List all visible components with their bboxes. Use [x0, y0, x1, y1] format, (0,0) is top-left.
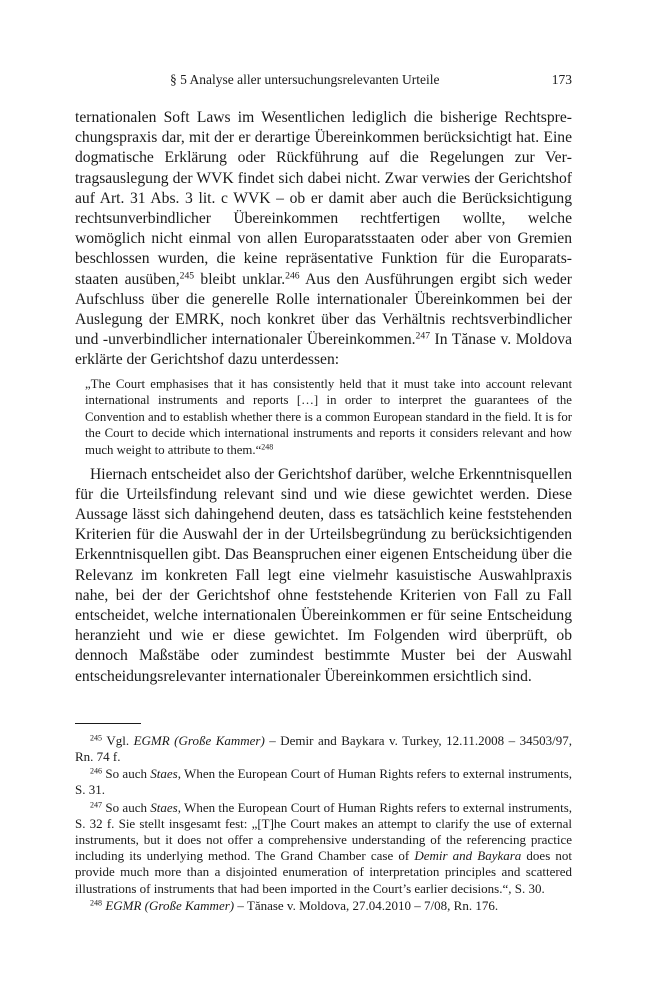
paragraph-1 — [75, 108, 572, 371]
running-title: § 5 Analyse aller untersuchungsrelevanten Urteile — [170, 72, 440, 87]
running-header — [75, 72, 572, 94]
footnote-number: 246 — [90, 766, 103, 776]
footnote-text: – Demir and Baykara v. Turkey, 12.11.2008 – 34503/97, Rn. 74 f. — [75, 732, 572, 765]
footnote-number: 248 — [90, 898, 103, 908]
quote-text: „The Court emphasises that it has consistently held that it must take into account relevant international instruments and reports […] in order to interpret the guarantees of the Convention and to establish whether there is a common European standard in the field. It is for the Court to decide which international instruments and reports it considers relevant and how much weight to attribute to them.“ — [85, 376, 572, 458]
footnote-text: does not provide much more than a disjointed enumeration of interpretation principles and scattered illustrations of instruments that had been imported in the Court’s earlier decisions.“, S. 30. — [75, 848, 572, 896]
footnote-245 — [75, 733, 572, 765]
footnotes — [75, 733, 572, 914]
main-text — [75, 108, 572, 687]
footnote-number: 247 — [90, 800, 103, 810]
footnote-248 — [75, 898, 572, 914]
footnote-246 — [75, 766, 572, 798]
footnote-text: , When the European Court of Human Rights refers to external instruments, S. 32 f. Sie stellt insgesamt fest: „[T]he Court makes an attempt to clarify the use of external instruments, but it does not offer a comprehensive understanding of the referencing practice including its underlying method. The Grand Chamber case of — [75, 799, 572, 864]
footnote-ref: 248 — [261, 442, 274, 452]
footnote-text: So auch — [105, 766, 151, 782]
text-segment: ternationalen Soft Laws im Wesentlichen lediglich die bisherige Rechtsprechungspraxis dar, mit der er derartige Übereinkommen berücksichtigt hat. Eine dogmatische Erklärung oder Rückführung auf die Regelungen zur Vertragsauslegung der WVK findet sich dabei nicht. Zwar verwies der Gerichtshof auf Art. 31 Abs. 3 lit. c WVK – ob er damit aber auch die Berücksichtigung rechtsunverbindlicher Übereinkommen rechtfertigen wollte, welche womöglich nicht einmal von allen Europaratsstaaten oder aber von Gremien beschlossen wurden, die keine repräsentative Funktion für die Europaratsstaaten ausüben, — [75, 109, 572, 288]
footnote-text: Vgl. — [106, 732, 134, 748]
footnote-text: So auch — [105, 799, 151, 815]
paragraph-2: Hiernach entscheidet also der Gerichtshof darüber, welche Erkenntnisquellen für die Urteilsfindung relevant sind und wie diese gewichtet werden. Diese Aussage lässt sich dahingehend deuten, dass es tatsächlich keine feststehenden Kriterien für die Auswahl der in der Urteilsbegründung zu berücksichtigenden Erkenntnisquellen gibt. Das Beanspruchen einer eigenen Entscheidung über die Relevanz im konkreten Fall legt eine vielmehr kasuistische Auswahlpraxis nahe, bei der der Gerichtshof ohne feststehende Kriterien von Fall zu Fall entscheidet, welche internationalen Übereinkommen er für seine Entscheidung heranzieht und wie er diese gewichtet. Im Folgenden wird überprüft, ob dennoch Maßstäbe oder zumindest bestimmte Muster bei der Auswahl entscheidungsrelevanter internationaler Übereinkommen ersichtlich sind. — [75, 465, 572, 685]
footnote-divider — [75, 723, 141, 724]
page-number: 173 — [551, 72, 572, 87]
footnote-italic: Staes — [150, 766, 178, 782]
footnote-italic: EGMR (Große Kammer) — [105, 897, 235, 913]
footnote-italic: Staes — [150, 799, 178, 815]
footnote-text: , When the European Court of Human Rights refers to external instruments, S. 31. — [75, 766, 572, 798]
book-page — [75, 72, 572, 915]
footnote-ref: 246 — [285, 270, 300, 282]
footnote-italic: EGMR (Große Kammer) — [133, 732, 265, 748]
footnote-ref: 245 — [179, 270, 195, 282]
footnote-ref: 247 — [415, 330, 431, 342]
footnote-text: – Tănase v. Moldova, 27.04.2010 – 7/08, Rn. 176. — [234, 897, 499, 913]
footnote-number: 245 — [90, 733, 103, 743]
text-segment: In Tănase v. Moldova erklärte der Gerichtshof dazu unterdessen: — [75, 331, 572, 369]
block-quote — [85, 376, 572, 459]
footnote-247 — [75, 800, 572, 897]
footnote-italic: Demir and Baykara — [414, 848, 522, 864]
text-segment: Aus den Ausführungen ergibt sich weder Aufschluss über die generelle Rolle internationaler Übereinkommen bei der Auslegung der EMRK, noch konkret über das Verhältnis rechtsverbindlicher und -unverbindlicher internationaler Übereinkommen. — [75, 270, 572, 349]
text-segment: bleibt unklar. — [194, 270, 286, 288]
